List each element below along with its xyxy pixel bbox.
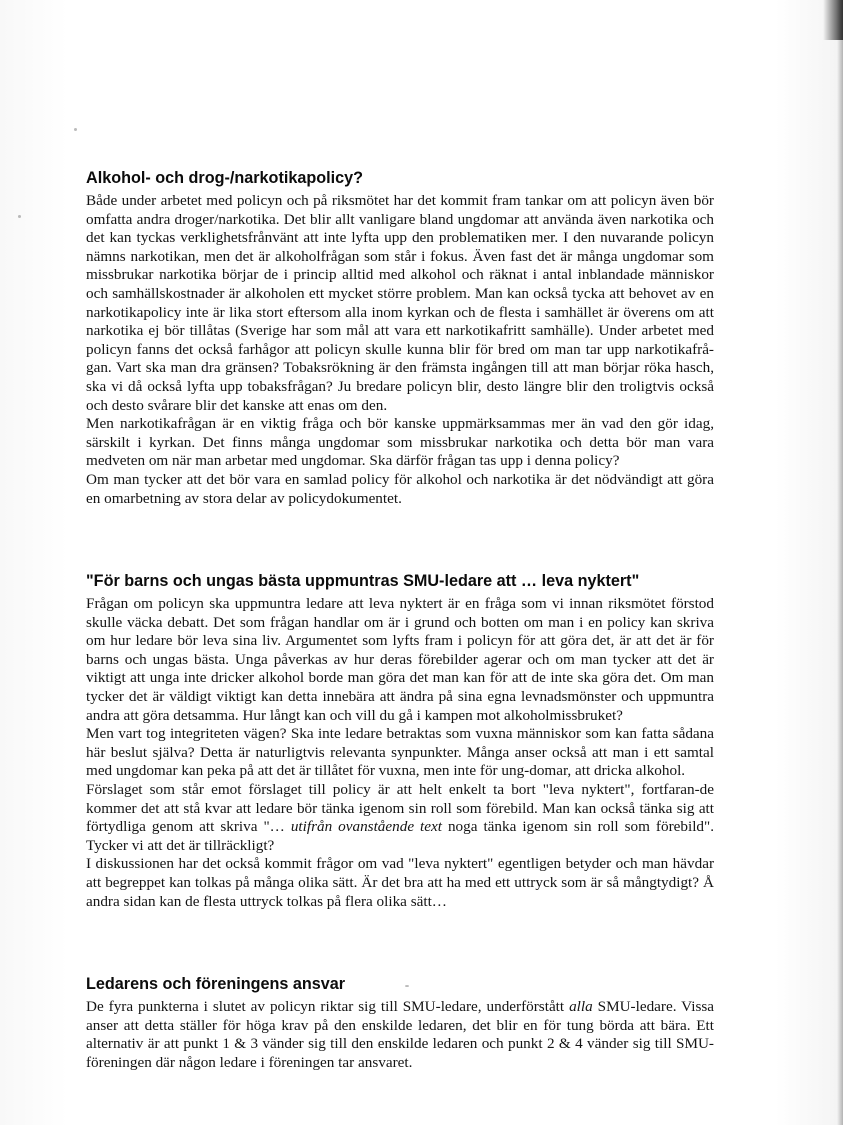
scan-shadow-right bbox=[837, 0, 843, 1125]
italic-phrase: utifrån ovanstående text bbox=[290, 818, 442, 836]
section-heading: Ledarens och föreningens ansvar bbox=[86, 975, 346, 993]
paragraph-text: SMU-ledare. Vissa anser att detta ställer för höga krav på den enskilde ledaren, det blir en för tung börda att bära. Ett alternativ är att punkt 1 & 3 vänder sig till den enskilde ledaren och punkt 2 & 4 vänder sig till SMU-föreningen där någon ledare i föreningen tar ansvaret. bbox=[86, 998, 715, 1071]
paragraph bbox=[86, 781, 714, 855]
section-live-sober bbox=[86, 571, 714, 911]
paragraph: Både under arbetet med policyn och på riksmötet har det kommit fram tankar om att policyn även bör omfatta andra droger/narkotika. Det blir allt vanligare bland ungdomar att använda även narkotika och det kan tyckas verklighetsfrånvänt att inte lyfta upp den problematiken mer. I den nuvarande policyn nämns narkotikan, men det är alkoholfrågan som står i fokus. Även fast det är många ungdomar som missbrukar narkotika börjar de i princip alltid med alkohol och räknat i antal inblandade människor och samhällskostnader är alkoholen ett mycket större problem. Man kan också tycka att behovet av en narkotikapolicy inte är lika stort eftersom alla inom kyrkan och de flesta i samhället är överens om att narkotika ej bör tillåtas (Sverige har som mål att vara ett narkotikafritt samhälle). Under arbetet med policyn fanns det också farhågor att policyn skulle kunna blir för bred om man tar upp narkotikafrå-gan. Vart ska man dra gränsen? Tobaksrökning är den främsta ingången till att man börjar röka hasch, ska vi då också lyfta upp tobaksfrågan? Ju bredare policyn blir, desto längre blir den troligtvis också och desto svårare blir det kanske att enas om den. bbox=[86, 192, 714, 414]
scan-speck bbox=[18, 215, 21, 218]
section-leader-responsibility bbox=[86, 974, 714, 1072]
section-heading: "För barns och ungas bästa uppmuntras SMU-ledare att … leva nyktert" bbox=[86, 572, 640, 590]
scan-corner-shadow bbox=[823, 0, 843, 40]
paragraph-text: Förslaget som står emot förslaget till policy är att helt enkelt ta bort "leva nyktert", fortfaran-de kommer det att stå kvar att ledare bör tänka igenom sin roll som förebild. Man kan också tänka sig att förtydliga genom att skriva "… bbox=[86, 780, 714, 836]
paragraph: Frågan om policyn ska uppmuntra ledare att leva nyktert är en fråga som vi innan riksmötet förstod skulle väcka debatt. Det som frågan handlar om är i grund och botten om man i en policy kan skriva om hur ledare bör leva sina liv. Argumentet som lyfts fram i policyn för att göra det, är att det är för barns och ungas bästa. Unga påverkas av hur deras förebilder agerar och om man tycker att det är viktigt att unga inte dricker alkohol borde man göra det man kan för att de inte ska göra det. Om man tycker det är väldigt viktigt kan detta innebära att ändra på sina egna levnadsmönster och uppmuntra andra att göra detsamma. Hur långt kan och vill du gå i kampen mot alkoholmissbruket? bbox=[86, 595, 714, 724]
paragraph: Men vart tog integriteten vägen? Ska inte ledare betraktas som vuxna människor som kan fatta sådana här beslut själva? Detta är naturligtvis relevanta synpunkter. Många anser också att man i ett samtal med ungdomar kan peka på att det är tillåtet för vuxna, men inte för ung-domar, att dricka alkohol. bbox=[86, 725, 714, 780]
paragraph bbox=[86, 998, 714, 1072]
paragraph: I diskussionen har det också kommit frågor om vad "leva nyktert" egentligen betyder och man hävdar att begreppet kan tolkas på många olika sätt. Är det bra att ha med ett uttryck som är så mångtydigt? Å andra sidan kan de flesta uttryck tolkas på flera olika sätt… bbox=[86, 855, 714, 910]
paragraph: Om man tycker att det bör vara en samlad policy för alkohol och narkotika är det nödvändigt att göra en omarbetning av stora delar av policydokumentet. bbox=[86, 470, 714, 507]
paragraph-text: De fyra punkterna i slutet av policyn riktar sig till SMU-ledare, underförstått bbox=[86, 998, 565, 1015]
scan-speck bbox=[74, 128, 77, 131]
paragraph-text: noga tänka igenom sin roll som förebild". Tycker vi att det är tillräckligt? bbox=[86, 818, 715, 854]
section-heading: Alkohol- och drog-/narkotikapolicy? bbox=[86, 169, 364, 187]
section-drug-policy bbox=[86, 168, 714, 508]
paragraph: Men narkotikafrågan är en viktig fråga och bör kanske uppmärksammas mer än vad den gör idag, särskilt i kyrkan. Det finns många ungdomar som missbrukar narkotika och detta bör man vara medveten om när man arbetar med ungdomar. Ska därför frågan tas upp i denna policy? bbox=[86, 415, 714, 470]
italic-word: alla bbox=[569, 998, 593, 1015]
